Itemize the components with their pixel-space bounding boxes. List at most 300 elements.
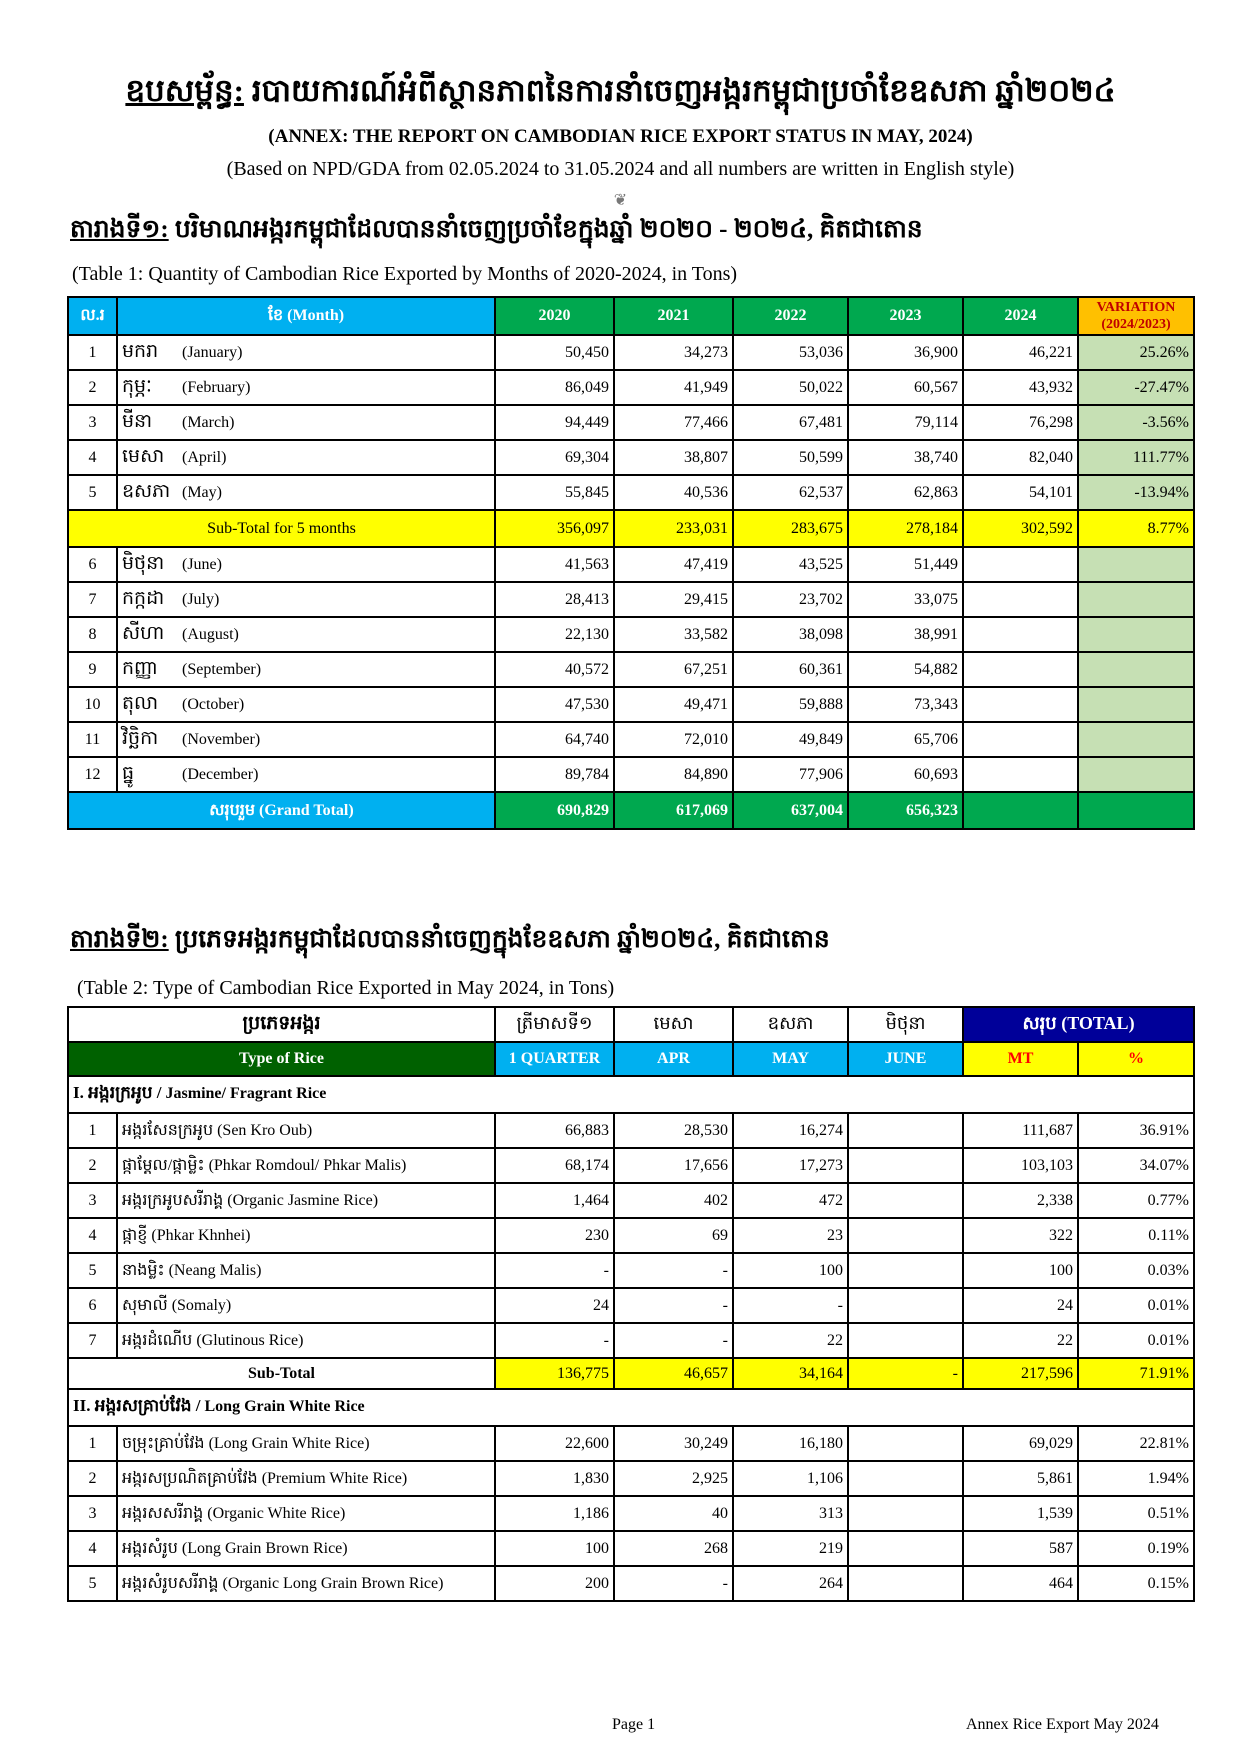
month-kh: កក្កដា: [122, 587, 165, 609]
month-kh: សីហា: [122, 622, 165, 644]
table-header-row-kh: [68, 1007, 1194, 1042]
value-cell: 313: [733, 1496, 848, 1531]
header-no: ល.រ: [68, 297, 117, 335]
table-row: [68, 1496, 1194, 1531]
row-no: 5: [68, 1566, 117, 1601]
value-cell: 36,900: [848, 335, 963, 370]
header-year: 2022: [733, 297, 848, 335]
header-variation: [1078, 297, 1194, 335]
month-en: (March): [182, 413, 235, 431]
value-cell: [848, 1288, 963, 1323]
subtotal-value: -: [848, 1358, 963, 1389]
month-cell: [117, 335, 495, 370]
variation-cell: 25.26%: [1078, 335, 1194, 370]
header-period-kh: មេសា: [614, 1007, 733, 1042]
table-row: [68, 405, 1194, 440]
rice-type-table: [67, 1006, 1195, 1602]
subtotal-value: 278,184: [848, 510, 963, 547]
value-cell: [848, 1461, 963, 1496]
value-cell: 17,656: [614, 1148, 733, 1183]
rice-type-name: អង្ករសែនក្រអូប (Sen Kro Oub): [117, 1113, 495, 1148]
header-month: ខែ (Month): [117, 297, 495, 335]
value-cell: 402: [614, 1183, 733, 1218]
value-cell: 38,807: [614, 440, 733, 475]
value-cell: 40,572: [495, 652, 614, 687]
row-no: 5: [68, 1253, 117, 1288]
row-no: 4: [68, 1531, 117, 1566]
month-en: (April): [182, 448, 227, 466]
variation-cell: [1078, 757, 1194, 792]
value-cell: 62,863: [848, 475, 963, 510]
table-header-row-en: [68, 1042, 1194, 1076]
month-cell: [117, 757, 495, 792]
title-kh-label: ឧបសម្ព័ន្ធ:: [125, 73, 244, 108]
value-cell: 5,861: [963, 1461, 1078, 1496]
month-cell: [117, 405, 495, 440]
value-cell: 29,415: [614, 582, 733, 617]
table1-title-kh: [70, 214, 923, 250]
rice-type-name: អង្ករដំណើប (Glutinous Rice): [117, 1323, 495, 1358]
month-cell: [117, 652, 495, 687]
month-kh: មីនា: [122, 410, 153, 432]
value-cell: -: [495, 1253, 614, 1288]
value-cell: 65,706: [848, 722, 963, 757]
value-cell: 34,273: [614, 335, 733, 370]
subtotal-value: 283,675: [733, 510, 848, 547]
row-no: 6: [68, 547, 117, 582]
value-cell: 60,361: [733, 652, 848, 687]
value-cell: 0.01%: [1078, 1288, 1194, 1323]
subtotal-row: [68, 1358, 1194, 1389]
subtotal-label: Sub-Total: [68, 1358, 495, 1389]
value-cell: 17,273: [733, 1148, 848, 1183]
header-year: 2023: [848, 297, 963, 335]
header-period-en: MAY: [733, 1042, 848, 1076]
document-subtitle: (Based on NPD/GDA from 02.05.2024 to 31.05.2024 and all numbers are written in English style): [226, 158, 1015, 180]
grand-total-value: 656,323: [848, 792, 963, 829]
header-year: 2020: [495, 297, 614, 335]
table-row: [68, 1253, 1194, 1288]
value-cell: 30,249: [614, 1426, 733, 1461]
value-cell: 100: [733, 1253, 848, 1288]
value-cell: 22,600: [495, 1426, 614, 1461]
subtotal-value: 356,097: [495, 510, 614, 547]
grand-total-value: [963, 792, 1078, 829]
value-cell: [848, 1113, 963, 1148]
row-no: 7: [68, 1323, 117, 1358]
rice-type-name: អង្ករសំរូប (Long Grain Brown Rice): [117, 1531, 495, 1566]
value-cell: 587: [963, 1531, 1078, 1566]
value-cell: 89,784: [495, 757, 614, 792]
variation-cell: [1078, 722, 1194, 757]
rice-type-name: ផ្កាម្ដែល/ផ្កាម្លិះ (Phkar Romdoul/ Phkar Malis): [117, 1148, 495, 1183]
value-cell: 219: [733, 1531, 848, 1566]
value-cell: -: [495, 1323, 614, 1358]
ornament-divider: ❦: [613, 192, 628, 209]
value-cell: 69,304: [495, 440, 614, 475]
month-en: (December): [182, 765, 259, 783]
value-cell: 2,338: [963, 1183, 1078, 1218]
table-row: [68, 1426, 1194, 1461]
table-row: [68, 1323, 1194, 1358]
value-cell: 40: [614, 1496, 733, 1531]
value-cell: 22,130: [495, 617, 614, 652]
value-cell: 464: [963, 1566, 1078, 1601]
value-cell: 54,101: [963, 475, 1078, 510]
section-row: [68, 1389, 1194, 1426]
variation-label: VARIATION: [1096, 300, 1176, 315]
row-no: 3: [68, 405, 117, 440]
month-cell: [117, 547, 495, 582]
table1-title-kh-text: បរិមាណអង្ករកម្ពុជាដែលបាននាំចេញប្រចាំខែក្នុងឆ្នាំ ២០២០ - ២០២៤, គិតជាតោន: [174, 216, 923, 243]
value-cell: 47,530: [495, 687, 614, 722]
row-no: 3: [68, 1183, 117, 1218]
value-cell: 0.19%: [1078, 1531, 1194, 1566]
value-cell: 67,251: [614, 652, 733, 687]
value-cell: 69: [614, 1218, 733, 1253]
variation-cell: -3.56%: [1078, 405, 1194, 440]
month-en: (February): [182, 378, 251, 396]
value-cell: 33,075: [848, 582, 963, 617]
value-cell: 62,537: [733, 475, 848, 510]
subtotal-value: 34,164: [733, 1358, 848, 1389]
table2-title-kh-label: តារាងទី២:: [70, 926, 169, 953]
value-cell: 322: [963, 1218, 1078, 1253]
rice-type-name: ផ្កាខ្ញី (Phkar Khnhei): [117, 1218, 495, 1253]
section-label-kh: I. អង្ករក្រអូប /: [73, 1083, 162, 1102]
value-cell: -: [614, 1566, 733, 1601]
row-no: 6: [68, 1288, 117, 1323]
value-cell: [848, 1183, 963, 1218]
value-cell: 23,702: [733, 582, 848, 617]
variation-cell: [1078, 617, 1194, 652]
value-cell: 100: [963, 1253, 1078, 1288]
value-cell: [848, 1323, 963, 1358]
table-row: [68, 722, 1194, 757]
value-cell: 76,298: [963, 405, 1078, 440]
table-row: [68, 547, 1194, 582]
grand-total-variation: [1078, 792, 1194, 829]
value-cell: 51,449: [848, 547, 963, 582]
table-row: [68, 1461, 1194, 1496]
value-cell: 268: [614, 1531, 733, 1566]
value-cell: 33,582: [614, 617, 733, 652]
row-no: 4: [68, 1218, 117, 1253]
value-cell: 50,022: [733, 370, 848, 405]
row-no: 3: [68, 1496, 117, 1531]
value-cell: 50,599: [733, 440, 848, 475]
value-cell: 0.01%: [1078, 1323, 1194, 1358]
value-cell: 1,186: [495, 1496, 614, 1531]
value-cell: 84,890: [614, 757, 733, 792]
month-en: (June): [182, 555, 222, 573]
value-cell: 1.94%: [1078, 1461, 1194, 1496]
grand-total-value: 617,069: [614, 792, 733, 829]
month-en: (November): [182, 730, 261, 748]
value-cell: 1,830: [495, 1461, 614, 1496]
value-cell: 43,525: [733, 547, 848, 582]
row-no: 8: [68, 617, 117, 652]
month-cell: [117, 475, 495, 510]
header-period-kh: ឧសភា: [733, 1007, 848, 1042]
table-row: [68, 652, 1194, 687]
value-cell: -: [614, 1323, 733, 1358]
row-no: 2: [68, 1148, 117, 1183]
variation-cell: [1078, 652, 1194, 687]
section-label-en: Long Grain White Rice: [204, 1398, 365, 1415]
table-row: [68, 335, 1194, 370]
value-cell: 79,114: [848, 405, 963, 440]
row-no: 1: [68, 335, 117, 370]
variation-cell: [1078, 547, 1194, 582]
month-kh: តុលា: [122, 692, 159, 714]
value-cell: [848, 1496, 963, 1531]
table-row: [68, 1531, 1194, 1566]
value-cell: 103,103: [963, 1148, 1078, 1183]
value-cell: 23: [733, 1218, 848, 1253]
value-cell: -: [614, 1288, 733, 1323]
value-cell: 1,464: [495, 1183, 614, 1218]
value-cell: [848, 1566, 963, 1601]
value-cell: 41,563: [495, 547, 614, 582]
table1-title-en: (Table 1: Quantity of Cambodian Rice Exported by Months of 2020-2024, in Tons): [72, 263, 738, 285]
subtotal-value: 46,657: [614, 1358, 733, 1389]
rice-type-name: សុមាលី (Somaly): [117, 1288, 495, 1323]
value-cell: 28,530: [614, 1113, 733, 1148]
value-cell: 1,539: [963, 1496, 1078, 1531]
row-no: 2: [68, 1461, 117, 1496]
value-cell: [963, 722, 1078, 757]
value-cell: 34.07%: [1078, 1148, 1194, 1183]
subtotal-value: 302,592: [963, 510, 1078, 547]
rice-type-name: អង្ករសប្រណិតគ្រាប់វែង (Premium White Rice): [117, 1461, 495, 1496]
subtotal-label: Sub-Total for 5 months: [68, 510, 495, 547]
header-period-en: APR: [614, 1042, 733, 1076]
value-cell: 0.11%: [1078, 1218, 1194, 1253]
month-kh: មករា: [122, 340, 159, 362]
table-header-row: [68, 297, 1194, 335]
value-cell: [848, 1148, 963, 1183]
row-no: 5: [68, 475, 117, 510]
section-label-kh: II. អង្ករសគ្រាប់វែង /: [73, 1396, 201, 1415]
month-en: (August): [182, 625, 239, 643]
value-cell: 60,693: [848, 757, 963, 792]
value-cell: 64,740: [495, 722, 614, 757]
value-cell: 43,932: [963, 370, 1078, 405]
table-row: [68, 1148, 1194, 1183]
header-type-en: Type of Rice: [68, 1042, 495, 1076]
value-cell: 72,010: [614, 722, 733, 757]
row-no: 12: [68, 757, 117, 792]
subtotal-variation: 8.77%: [1078, 510, 1194, 547]
month-kh: កញ្ញា: [122, 657, 158, 679]
month-en: (May): [182, 483, 222, 501]
header-period-en: 1 QUARTER: [495, 1042, 614, 1076]
month-cell: [117, 722, 495, 757]
value-cell: [963, 582, 1078, 617]
header-year: 2024: [963, 297, 1078, 335]
value-cell: 77,906: [733, 757, 848, 792]
month-cell: [117, 687, 495, 722]
value-cell: 38,991: [848, 617, 963, 652]
row-no: 11: [68, 722, 117, 757]
variation-sub-label: (2024/2023): [1101, 317, 1171, 332]
value-cell: 94,449: [495, 405, 614, 440]
table-row: [68, 1183, 1194, 1218]
value-cell: 0.77%: [1078, 1183, 1194, 1218]
value-cell: 49,471: [614, 687, 733, 722]
value-cell: [963, 757, 1078, 792]
header-total: សរុប (TOTAL): [963, 1007, 1194, 1042]
rice-type-name: ចម្រុះគ្រាប់វែង (Long Grain White Rice): [117, 1426, 495, 1461]
table-row: [68, 687, 1194, 722]
document-title-kh: [0, 72, 1241, 117]
value-cell: 54,882: [848, 652, 963, 687]
month-en: (October): [182, 695, 245, 713]
rice-type-name: អង្ករសំរូបសរីរាង្គ (Organic Long Grain Brown Rice): [117, 1566, 495, 1601]
month-cell: [117, 370, 495, 405]
value-cell: 2,925: [614, 1461, 733, 1496]
footer-page-number: Page 1: [612, 1716, 656, 1733]
monthly-export-table: [67, 296, 1195, 830]
document-title-en: (ANNEX: THE REPORT ON CAMBODIAN RICE EXPORT STATUS IN MAY, 2024): [268, 126, 973, 147]
row-no: 2: [68, 370, 117, 405]
value-cell: 66,883: [495, 1113, 614, 1148]
value-cell: 69,029: [963, 1426, 1078, 1461]
grand-total-value: 637,004: [733, 792, 848, 829]
value-cell: 0.51%: [1078, 1496, 1194, 1531]
section-label: [68, 1389, 1194, 1426]
month-en: (January): [182, 343, 243, 361]
subtotal-value: 233,031: [614, 510, 733, 547]
footer-document-name: Annex Rice Export May 2024: [966, 1716, 1159, 1733]
variation-cell: -27.47%: [1078, 370, 1194, 405]
subtotal-value: 136,775: [495, 1358, 614, 1389]
row-no: 4: [68, 440, 117, 475]
value-cell: 100: [495, 1531, 614, 1566]
month-en: (July): [182, 590, 220, 608]
value-cell: 22: [963, 1323, 1078, 1358]
rice-type-name: អង្ករក្រអូបសរីរាង្គ (Organic Jasmine Rice): [117, 1183, 495, 1218]
table-row: [68, 1113, 1194, 1148]
subtotal-row: [68, 510, 1194, 547]
table-row: [68, 1218, 1194, 1253]
value-cell: 68,174: [495, 1148, 614, 1183]
table-row: [68, 440, 1194, 475]
header-period-kh: មិថុនា: [848, 1007, 963, 1042]
table2-title-en: (Table 2: Type of Cambodian Rice Exported in May 2024, in Tons): [77, 977, 615, 999]
table-row: [68, 475, 1194, 510]
value-cell: 24: [963, 1288, 1078, 1323]
value-cell: 60,567: [848, 370, 963, 405]
month-cell: [117, 440, 495, 475]
value-cell: 472: [733, 1183, 848, 1218]
value-cell: 111,687: [963, 1113, 1078, 1148]
value-cell: [848, 1253, 963, 1288]
value-cell: 67,481: [733, 405, 848, 440]
value-cell: [848, 1531, 963, 1566]
value-cell: [963, 652, 1078, 687]
value-cell: 200: [495, 1566, 614, 1601]
table-row: [68, 1288, 1194, 1323]
section-row: [68, 1076, 1194, 1113]
value-cell: [963, 547, 1078, 582]
table-row: [68, 1566, 1194, 1601]
value-cell: [848, 1426, 963, 1461]
value-cell: 55,845: [495, 475, 614, 510]
header-type-kh: ប្រភេទអង្ករ: [68, 1007, 495, 1042]
value-cell: 0.03%: [1078, 1253, 1194, 1288]
subtotal-value: 217,596: [963, 1358, 1078, 1389]
value-cell: 50,450: [495, 335, 614, 370]
row-no: 7: [68, 582, 117, 617]
subtotal-value: 71.91%: [1078, 1358, 1194, 1389]
title-kh-text: របាយការណ៍អំពីស្ថានភាពនៃការនាំចេញអង្ករកម្ពុជាប្រចាំខែឧសភា ឆ្នាំ២០២៤: [251, 73, 1116, 108]
variation-cell: -13.94%: [1078, 475, 1194, 510]
month-kh: ធ្នូ: [122, 762, 135, 784]
value-cell: 40,536: [614, 475, 733, 510]
value-cell: 16,274: [733, 1113, 848, 1148]
header-year: 2021: [614, 297, 733, 335]
value-cell: 73,343: [848, 687, 963, 722]
value-cell: 38,740: [848, 440, 963, 475]
value-cell: 1,106: [733, 1461, 848, 1496]
variation-cell: [1078, 582, 1194, 617]
month-cell: [117, 582, 495, 617]
table1-title-kh-label: តារាងទី១:: [70, 216, 169, 243]
value-cell: -: [733, 1288, 848, 1323]
row-no: 9: [68, 652, 117, 687]
table2-title-kh: [70, 924, 830, 960]
table-row: [68, 757, 1194, 792]
value-cell: [848, 1218, 963, 1253]
value-cell: 16,180: [733, 1426, 848, 1461]
table2-title-kh-text: ប្រភេទអង្ករកម្ពុជាដែលបាននាំចេញក្នុងខែឧសភា ឆ្នាំ២០២៤, គិតជាតោន: [174, 926, 830, 953]
value-cell: 82,040: [963, 440, 1078, 475]
header-mt: MT: [963, 1042, 1078, 1076]
value-cell: [963, 617, 1078, 652]
section-label: [68, 1076, 1194, 1113]
value-cell: 41,949: [614, 370, 733, 405]
value-cell: 59,888: [733, 687, 848, 722]
value-cell: 47,419: [614, 547, 733, 582]
value-cell: -: [614, 1253, 733, 1288]
value-cell: 28,413: [495, 582, 614, 617]
value-cell: 22: [733, 1323, 848, 1358]
value-cell: 38,098: [733, 617, 848, 652]
row-no: 10: [68, 687, 117, 722]
month-kh: វិច្ឆិកា: [122, 727, 159, 749]
value-cell: 0.15%: [1078, 1566, 1194, 1601]
value-cell: 24: [495, 1288, 614, 1323]
month-cell: [117, 617, 495, 652]
rice-type-name: នាងម្លិះ (Neang Malis): [117, 1253, 495, 1288]
month-kh: មេសា: [122, 445, 165, 467]
value-cell: 22.81%: [1078, 1426, 1194, 1461]
month-kh: ឧសភា: [122, 480, 171, 502]
variation-cell: [1078, 687, 1194, 722]
value-cell: 49,849: [733, 722, 848, 757]
month-kh: មិថុនា: [122, 552, 165, 574]
grand-total-row: [68, 792, 1194, 829]
table-row: [68, 617, 1194, 652]
value-cell: 86,049: [495, 370, 614, 405]
row-no: 1: [68, 1426, 117, 1461]
value-cell: 230: [495, 1218, 614, 1253]
table-row: [68, 370, 1194, 405]
value-cell: 46,221: [963, 335, 1078, 370]
value-cell: 53,036: [733, 335, 848, 370]
